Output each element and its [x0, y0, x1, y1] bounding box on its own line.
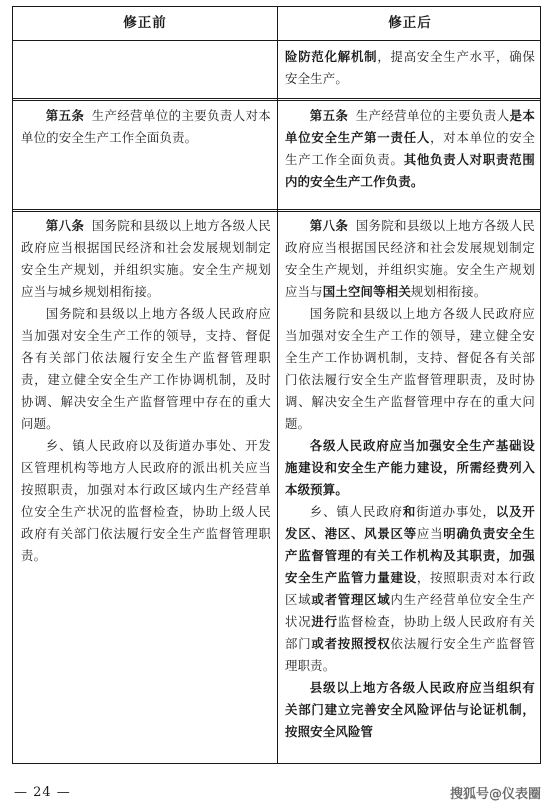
article5-after [285, 105, 535, 193]
paragraph-bold: 各级人民政府应当加强安全生产基础设施建设和安全生产能力建设，所需经费列入本级预算。 [285, 438, 535, 497]
bold-text: 险防范化解机制 [285, 49, 378, 64]
article8-after [285, 215, 535, 743]
row-divider [13, 98, 540, 101]
article-text: 国务院和县级以上地方各级人民政府应当根据国民经济和社会发展规划制定安全生产规划，并组织实施。安全生产规划应当与城乡规划相衔接。 [21, 218, 271, 299]
article-label: 第五条 [309, 108, 349, 123]
comparison-table [12, 6, 541, 764]
plain-text: ，提高安全生产水平，确保安全生产。 [285, 49, 535, 86]
header-rule [13, 40, 540, 41]
row-continuation-right [285, 46, 535, 90]
bold-text: 进行 [311, 614, 338, 629]
article-label: 第八条 [45, 218, 85, 233]
page-number: — 24 — [14, 785, 71, 800]
bold-text: 或者按照授权 [311, 636, 391, 651]
plain-text: 生产经营单位的主要负责人 [355, 108, 510, 123]
header-after: 修正后 [388, 15, 432, 31]
plain-text: 内生产经营单位安全生产状况 [285, 592, 536, 629]
article8-before [21, 215, 271, 567]
plain-text: ，按照职责对本行政区域 [285, 570, 535, 607]
plain-text: 国务院和县级以上地方各级人民政府应当根据国民经济和社会发展规划制定安全生产规划，并组织实施。安全生产规划应当与 [285, 218, 535, 299]
article5-before [21, 105, 271, 149]
article-label: 第五条 [45, 108, 85, 123]
paragraph-bold: 县级以上地方各级人民政府应当组织有关部门建立完善安全风险评估与论证机制，按照安全风险管 [285, 680, 535, 739]
plain-text: 应当 [416, 526, 444, 541]
paragraph: 国务院和县级以上地方各级人民政府应当加强对安全生产工作的领导，建立健全安全生产工作协调机制，支持、督促各有关部门依法履行安全生产监督管理职责，及时协调、解决安全生产监督管理中存在的重大问题。 [285, 306, 535, 431]
article-label: 第八条 [309, 218, 349, 233]
plain-text: 街道办事处， [416, 504, 496, 519]
plain-text: 监督检查，协助上级人民政府有关部门 [285, 614, 536, 651]
watermark: 搜狐号@仪表圈 [449, 787, 541, 802]
plain-text: ，对本单位的安全生产工作全面负责。 [285, 130, 535, 167]
plain-text: 乡、镇人民政府 [309, 504, 403, 519]
row-divider [13, 209, 540, 212]
bold-text: 和 [402, 504, 417, 519]
header-before: 修正前 [123, 15, 167, 31]
plain-text: 依法履行安全生产监督管理职责。 [285, 636, 536, 673]
bold-text: 其他负责人对职责范围内的安全生产工作负责。 [285, 152, 535, 189]
plain-text: 规划相衔接。 [410, 284, 487, 299]
bold-text: 是本单位安全生产第一责任人 [285, 108, 535, 145]
bold-text: 或者管理区域 [311, 592, 391, 607]
paragraph: 国务院和县级以上地方各级人民政府应当加强对安全生产工作的领导，支持、督促各有关部门依法履行安全生产监督管理职责，建立健全安全生产工作协调机制，及时协调、解决安全生产监督管理中存在的重大问题。 [21, 306, 271, 431]
bold-text: 明确负责安全生产监督管理的有关工作机构及其职责，加强安全生产监管力量建设 [285, 526, 536, 585]
article-text: 生产经营单位的主要负责人对本单位的安全生产工作全面负责。 [21, 108, 271, 145]
bold-text: 以及开发区、港区、风景区等 [285, 504, 536, 541]
bold-text: 国土空间等相关 [322, 284, 411, 299]
column-divider [277, 7, 278, 763]
paragraph: 乡、镇人民政府以及街道办事处、开发区管理机构等地方人民政府的派出机关应当按照职责，加强对本行政区域内生产经营单位安全生产状况的监督检查，协助上级人民政府有关部门依法履行安全生产监督管理职责。 [21, 438, 271, 563]
